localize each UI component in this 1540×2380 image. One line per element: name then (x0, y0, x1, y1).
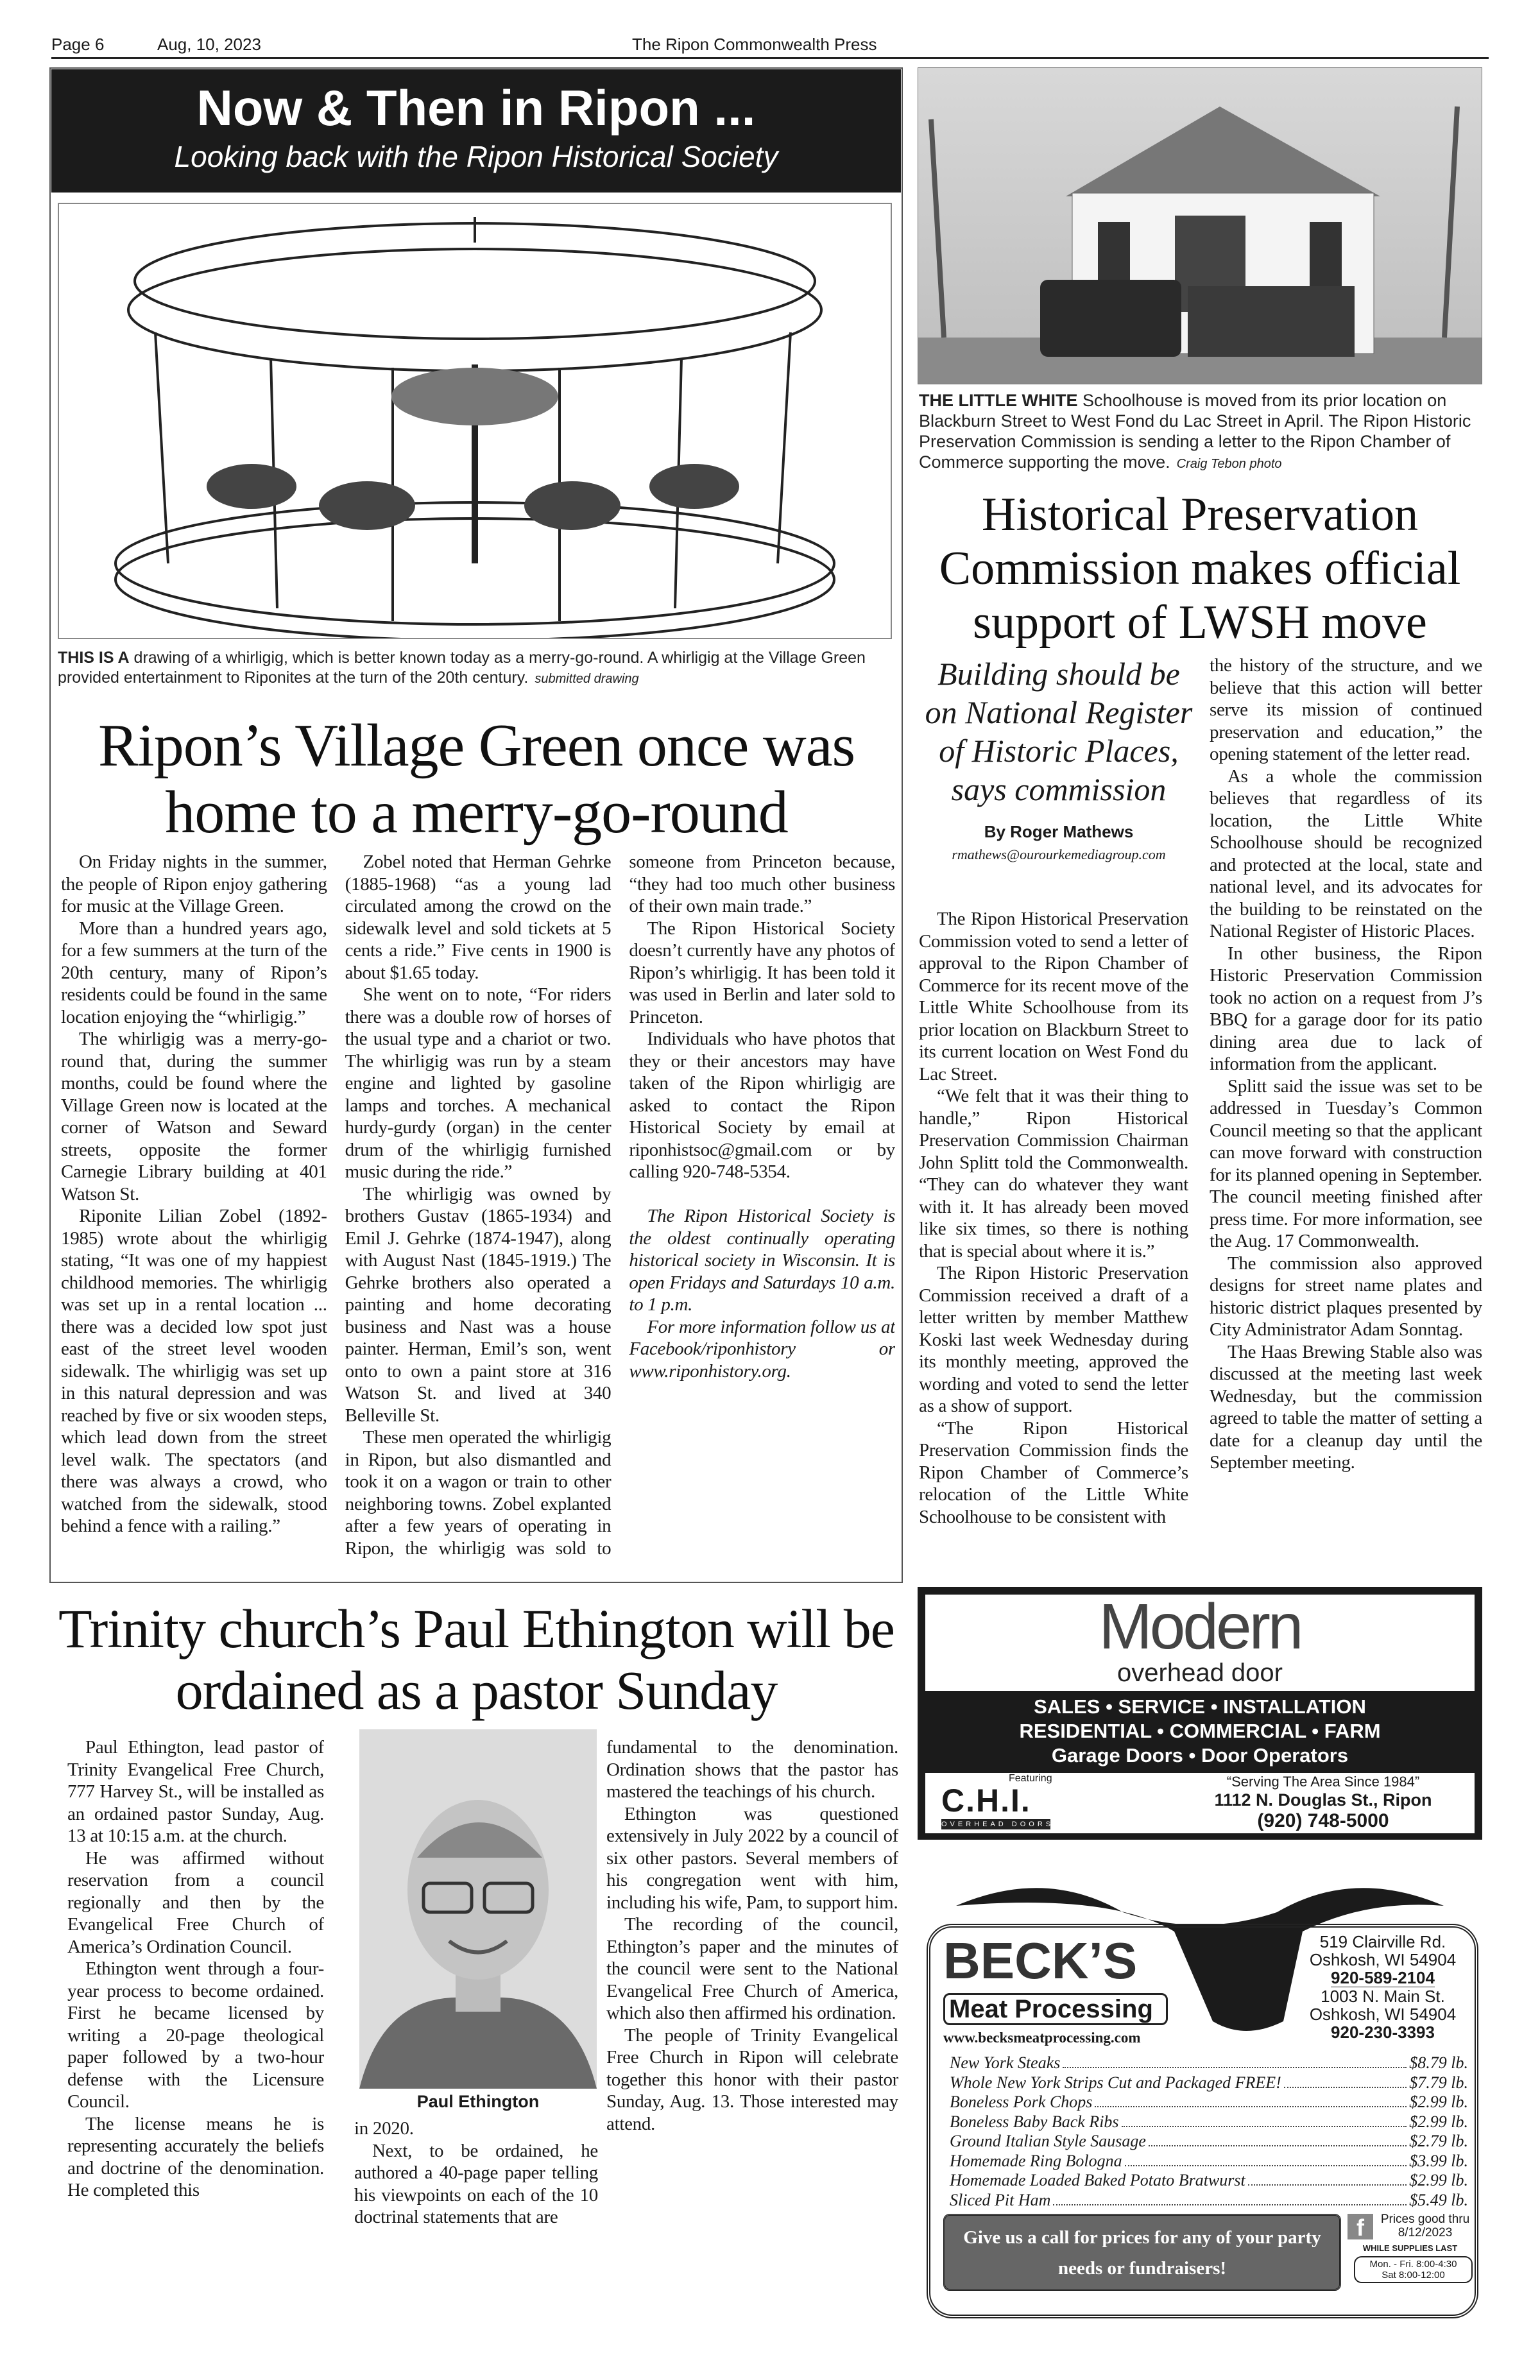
paragraph: The commission also approved designs for street name plates and historic district plaques presented by City Administrator Adam Sonntag. (1210, 1253, 1482, 1340)
price-item (950, 2171, 1468, 2191)
price-item (950, 2053, 1468, 2073)
hours-saturday: Sat 8:00-12:00 (1382, 2270, 1445, 2281)
becks-meat-ad (918, 1867, 1482, 2323)
caption-lead: THIS IS A (58, 649, 130, 667)
item-name: Boneless Pork Chops (950, 2093, 1093, 2111)
whirligig-drawing (58, 203, 892, 639)
article-col-2 (354, 2118, 598, 2359)
paper-name: The Ripon Commonwealth Press (632, 35, 877, 54)
featuring-label: Featuring (1009, 1773, 1052, 1784)
paragraph: The whirligig was a merry-go-round that, during the summer months, could be found where the Village Green now is located at the corner of Watson and Seward streets, opposite the former Carnegie Library building at 401 Watson St. (61, 1029, 327, 1204)
byline: By Roger Mathews (984, 822, 1134, 841)
location-1-phone: 920-589-2104 (1331, 1968, 1435, 1987)
modern-logo: Modern (1099, 1591, 1301, 1663)
schoolhouse-photo (918, 67, 1482, 384)
paragraph: Ethington was questioned extensively in July 2022 by a council of six other pastors. Several members of his congregation went with him, including his wife, Pam, to support him. (606, 1803, 898, 1913)
paragraph: She went on to note, “For riders there was a double row of horses of the usual type and a chariot or two. The whirligig was run by a steam engine and lighted by gasoline lamps and torches. A mechanical hurdy-gurdy (organ) in the center drum of the whirligig furnished music during the ride.” (345, 984, 612, 1182)
item-price: $7.79 lb. (1409, 2073, 1468, 2092)
supplies-notice: WHILE SUPPLIES LAST (1362, 2243, 1458, 2253)
chi-logo-sub: OVERHEAD DOORS (941, 1820, 1054, 1828)
facebook-icon[interactable]: f (1348, 2214, 1373, 2239)
paragraph: Zobel noted that Herman Gehrke (1885-1968) “as a young lad circulated among the crowd on the sidewalk level and sold tickets at 5 cents a ride.” Five cents in 1900 is about $1.65 today. (345, 852, 612, 983)
schoolhouse-caption (919, 390, 1482, 474)
paragraph: As a whole the commission believes that regardless of its location, the Little White Schoolhouse should be recognized and protected at the local, state and national level, and its advocates for the building to be reinstated on the National Register of Historic Places. (1210, 766, 1482, 941)
modern-logo-sub: overhead door (1117, 1659, 1283, 1687)
paragraph: fundamental to the denomination. Ordination shows that the pastor has mastered the teachings of his church. (606, 1737, 898, 1802)
article-headline: Trinity church’s Paul Ethington will be ordained as a pastor Sunday (58, 1598, 894, 1721)
item-name: Sliced Pit Ham (950, 2190, 1051, 2209)
paragraph: The Ripon Historical Society doesn’t currently have any photos of Ripon’s whirligig. It has been told it was used in Berlin and later sold to Princeton. (629, 918, 895, 1027)
item-name: Ground Italian Style Sausage (950, 2132, 1146, 2150)
paragraph: “The Ripon Historical Preservation Commission finds the Ripon Chamber of Commerce’s relocation of the Little White Schoolhouse to be consistent with (919, 1417, 1188, 1527)
item-name: Homemade Ring Bologna (950, 2151, 1122, 2170)
item-price: $3.99 lb. (1409, 2151, 1468, 2170)
becks-website[interactable] (943, 2029, 1141, 2047)
dot-leader (1248, 2184, 1407, 2186)
page-header (51, 33, 1489, 59)
article-headline: Historical Preservation Commission makes official support of LWSH move (939, 488, 1461, 649)
location-1-street: 519 Clairville Rd. (1319, 1932, 1446, 1951)
paragraph: The people of Trinity Evangelical Free Church in Ripon will celebrate together this honor with their pastor Sunday, Aug. 13. Those interested may attend. (606, 2025, 898, 2134)
article-body-right (1210, 655, 1482, 1572)
item-price: $2.79 lb. (1409, 2132, 1468, 2150)
item-name: Boneless Baby Back Ribs (950, 2112, 1119, 2131)
paragraph: Next, to be ordained, he authored a 40-page paper telling his viewpoints on each of the 10 doctrinal statements that are (354, 2140, 598, 2227)
banner-subtitle: Looking back with the Ripon Historical Society (174, 140, 778, 173)
becks-sub: Meat Processing (943, 1993, 1168, 2025)
ad-phone: (920) 748-5000 (1257, 1810, 1389, 1831)
paragraph: Ethington went through a four-year process to become ordained. First he became licensed by writing a 20-page theological paper followed by a two-hour defense with the Licensure Council. (67, 1958, 324, 2112)
dot-leader (1063, 2067, 1407, 2068)
becks-locations (1290, 1933, 1476, 2041)
paragraph: For more information follow us at Facebook/riponhistory or www.riponhistory.org. (629, 1316, 895, 1382)
paragraph: These men operated the whirligig in Ripon, but also dismantled and took it on a wagon or train to other neighboring towns. Zobel explanted after a few years of operating in Ripon, the whirligig was sold to someone from Princeton because, “they had too much other business of their own main trade.” (345, 852, 895, 1559)
dot-leader (1125, 2165, 1407, 2166)
paragraph: Riponite Lilian Zobel (1892-1985) wrote about the whirligig stating, “It was one of my happiest childhood memories. The whirligig was set up in a rental location ... there was a decided low spot just east of the street level wooden sidewalk. The whirligig was set up in this natural depression and was reached by five or six wooden steps, which lead down from the street level walk. The spectators (and there was always a crowd, who watched from the sidewalk, stood behind a fence with a railing.” (61, 1206, 327, 1536)
price-item (950, 2191, 1468, 2211)
article-body (61, 851, 895, 1561)
price-list (950, 2053, 1468, 2210)
paragraph: The license means he is representing accurately the beliefs and doctrine of the denomination. He completed this (67, 2113, 324, 2200)
dot-leader (1053, 2204, 1407, 2205)
ad-slogan: “Serving The Area Since 1984” (1226, 1774, 1420, 1790)
item-name: Whole New York Strips Cut and Packaged FREE! (950, 2073, 1281, 2092)
ethington-portrait (359, 1729, 597, 2089)
item-price: $2.99 lb. (1409, 2112, 1468, 2131)
now-then-banner (51, 69, 901, 193)
price-item (950, 2112, 1468, 2132)
hours-weekday: Mon. - Fri. 8:00-4:30 (1369, 2259, 1457, 2270)
store-hours (1354, 2256, 1473, 2283)
article-headline: Ripon’s Village Green once was home to a merry-go-round (98, 712, 855, 846)
paragraph: The Ripon Historical Society is the oldest continually operating historical society in Wisconsin. It is open Fridays and Saturdays 10 a.m. to 1 p.m. (629, 1206, 895, 1315)
paragraph: in 2020. (354, 2118, 414, 2139)
article-col-3 (606, 1736, 898, 2359)
item-price: $8.79 lb. (1409, 2053, 1468, 2072)
location-2-phone: 920-230-3393 (1331, 2023, 1435, 2042)
item-price: $2.99 lb. (1409, 2093, 1468, 2111)
ad-products: Garage Doors • Door Operators (1051, 1744, 1349, 1767)
dot-leader (1149, 2145, 1407, 2146)
item-name: New York Steaks (950, 2053, 1061, 2072)
chi-logo: C.H.I. (941, 1783, 1031, 1819)
item-price: $5.49 lb. (1409, 2190, 1468, 2209)
modern-overhead-door-ad (918, 1587, 1482, 1840)
paragraph: Paul Ethington, lead pastor of Trinity Evangelical Free Church, 777 Harvey St., will be installed as an ordained pastor Sunday, Aug. 13 at 10:15 a.m. at the church. (67, 1737, 324, 1846)
price-item (950, 2132, 1468, 2152)
item-name: Homemade Loaded Baked Potato Bratwurst (950, 2171, 1245, 2189)
paragraph: the history of the structure, and we believe that this action will better serve its mission of continued preservation and education,” the opening statement of the letter read. (1210, 655, 1482, 764)
caption-lead: THE LITTLE WHITE (919, 391, 1078, 410)
article-deck-block (918, 655, 1200, 864)
article-col-1 (67, 1736, 324, 2359)
becks-name: BECK’S (943, 1932, 1138, 1989)
page-number: Page 6 (51, 35, 105, 54)
article-body-left (919, 908, 1188, 1572)
ad-address: 1112 N. Douglas St., Ripon (1214, 1790, 1432, 1810)
prices-good: Prices good thru 8/12/2023 (1380, 2213, 1470, 2239)
paragraph: More than a hundred years ago, for a few summers at the turn of the 20th century, many of Ripon’s residents could be found in the same location enjoying the “whirligig.” (61, 918, 327, 1027)
dot-leader (1122, 2126, 1407, 2127)
price-item (950, 2152, 1468, 2171)
paragraph: Individuals who have photos that they or their ancestors may have taken of the Ripon whirligig are asked to contact the Ripon Historical Society by email at riponhistsoc@gmail.com or by calling 920-748-5354. (629, 1029, 895, 1182)
caption-text: drawing of a whirligig, which is better known today as a merry-go-round. A whirligig at the Village Green provided entertainment to Riponites at the turn of the 20th century. (58, 649, 866, 687)
paragraph: On Friday nights in the summer, the people of Ripon enjoy gathering for music at the Village Green. (61, 852, 327, 916)
paragraph: The Ripon Historic Preservation Commission received a draft of a letter written by member Matthew Koski last week Wednesday during its monthly meeting, approved the wording and voted to send the letter as a show of support. (919, 1263, 1188, 1416)
dot-leader (1095, 2106, 1407, 2107)
location-2-city: Oshkosh, WI 54904 (1309, 2005, 1457, 2024)
location-2-street: 1003 N. Main St. (1321, 1987, 1445, 2006)
caption-text: Schoolhouse is moved from its prior location on Blackburn Street to West Fond du Lac Street in April. The Ripon Historic Preservation Commission is sending a letter to the Ripon Chamber of Commerce supporting the move. (919, 391, 1471, 472)
item-price: $2.99 lb. (1409, 2171, 1468, 2189)
ad-markets: RESIDENTIAL • COMMERCIAL • FARM (1019, 1720, 1381, 1742)
dot-leader (1284, 2087, 1407, 2088)
paragraph: The Haas Brewing Stable also was discussed at the meeting last week Wednesday, but the commission agreed to table the matter of setting a date for a cleanup day until the September meeting. (1210, 1341, 1482, 1473)
call-banner: Give us a call for prices for any of your party needs or fundraisers! (943, 2214, 1341, 2291)
banner-title: Now & Then in Ripon ... (196, 80, 756, 136)
photo-caption: Paul Ethington (416, 2092, 540, 2111)
drawing-caption (58, 648, 892, 689)
website-link[interactable]: www.becksmeatprocessing.com (943, 2030, 1141, 2046)
location-1-city: Oshkosh, WI 54904 (1309, 1950, 1457, 1969)
price-item (950, 2093, 1468, 2112)
paragraph: Splitt said the issue was set to be addressed in Tuesday’s Common Council meeting so that the applicant can move forward with construction for its planned opening in September. The council meeting finished after press time. For more information, see the Aug. 17 Commonwealth. (1210, 1075, 1482, 1251)
ad-services: SALES • SERVICE • INSTALLATION (1034, 1695, 1366, 1718)
paragraph: The whirligig was owned by brothers Gustav (1865-1934) and Emil J. Gehrke (1874-1947), along with August Nast (1845-1919.) The Gehrke brothers also operated a painting and home decorating business and Nast was a house painter. Herman, Emil’s son, went onto to own a paint store at 316 Watson St. and lived at 340 Belleville St. (345, 1183, 612, 1426)
paragraph: “We felt that it was their thing to handle,” Ripon Historical Preservation Commission Chairman John Splitt told the Commonwealth. “They can do whatever they want with it. It has already been moved like six times, so there is nothing that is special about where it is.” (919, 1086, 1188, 1262)
byline-email: rmathews@ourourkemediagroup.com (952, 846, 1166, 862)
issue-date: Aug, 10, 2023 (157, 35, 261, 54)
paragraph: He was affirmed without reservation from a council regionally and then by the Evangelical Free Church of America’s Ordination Council. (67, 1847, 324, 1957)
paragraph: The recording of the council, Ethington’s paper and the minutes of the council were sent to the National Evangelical Free Church of America, which also then affirmed his ordination. (606, 1914, 898, 2023)
paragraph: In other business, the Ripon Historic Preservation Commission took no action on a request from J’s BBQ for a garage door for its patio dining area due to lack of information from the applicant. (1210, 943, 1482, 1074)
price-item (950, 2073, 1468, 2093)
photo-credit: submitted drawing (535, 672, 639, 686)
spacer (629, 1183, 895, 1206)
photo-credit: Craig Tebon photo (1176, 457, 1282, 471)
paragraph: The Ripon Historical Preservation Commission voted to send a letter of approval to the Ripon Chamber of Commerce for its recent move of the Little White Schoolhouse from its prior location on Blackburn Street to its current location on West Fond du Lac Street. (919, 909, 1188, 1084)
article-deck: Building should be on National Register of Historic Places, says commission (925, 656, 1193, 807)
